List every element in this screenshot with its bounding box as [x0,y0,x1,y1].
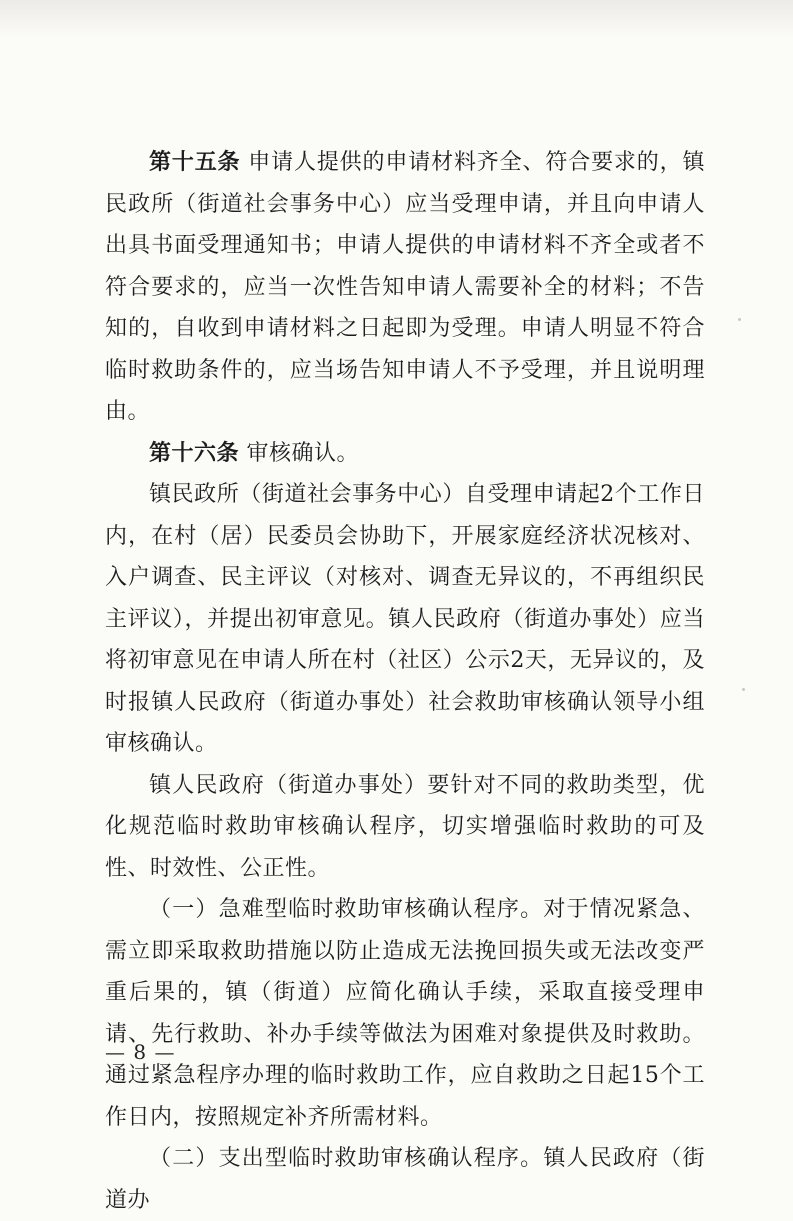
optimization-text: 镇人民政府（街道办事处）要针对不同的救助类型，优化规范临时救助审核确认程序，切实增强临时救助的可及性、时效性、公正性。 [105,772,705,881]
scan-speck [738,318,741,321]
scan-speck [742,688,745,691]
article-15-paragraph [105,142,705,433]
expenditure-procedure-text: （二）支出型临时救助审核确认程序。镇人民政府（街道办 [105,1146,705,1213]
article-16-heading: 第十六条 [149,439,240,466]
expenditure-procedure-paragraph [105,1138,705,1221]
review-process-text: 镇民政所（街道社会事务中心）自受理申请起2个工作日内，在村（居）民委员会协助下，开展家庭经济状况核对、入户调查、民主评议（对核对、调查无异议的，不再组织民主评议），并提出初审意见。镇人民政府（街道办事处）应当将初审意见在申请人所在村（社区）公示2天，无异议的，及时报镇人民政府（街道办事处）社会救助审核确认领导小组审核确认。 [105,482,705,756]
page-number: — 8 — [105,1040,176,1064]
article-16-title: 审核确认。 [239,440,360,466]
emergency-procedure-paragraph [105,889,705,1138]
article-15-heading: 第十五条 [149,149,241,175]
article-16-paragraph [105,433,705,475]
document-body [105,142,705,1221]
article-15-text: 申请人提供的申请材料齐全、符合要求的，镇民政所（街道社会事务中心）应当受理申请，并且向申请人出具书面受理通知书；申请人提供的申请材料不齐全或者不符合要求的，应当一次性告知申请人需要补全的材料；不告知的，自收到申请材料之日起即为受理。申请人明显不符合临时救助条件的，应当场告知申请人不予受理，并且说明理由。 [105,150,705,424]
scan-edge-shadow [0,0,793,40]
emergency-procedure-text: （一）急难型临时救助审核确认程序。对于情况紧急、需立即采取救助措施以防止造成无法挽回损失或无法改变严重后果的，镇（街道）应简化确认手续，采取直接受理申请、先行救助、补办手续等做法为困难对象提供及时救助。通过紧急程序办理的临时救助工作，应自救助之日起15个工作日内，按照规定补齐所需材料。 [105,897,705,1130]
optimization-paragraph [105,765,705,890]
review-process-paragraph [105,474,705,765]
